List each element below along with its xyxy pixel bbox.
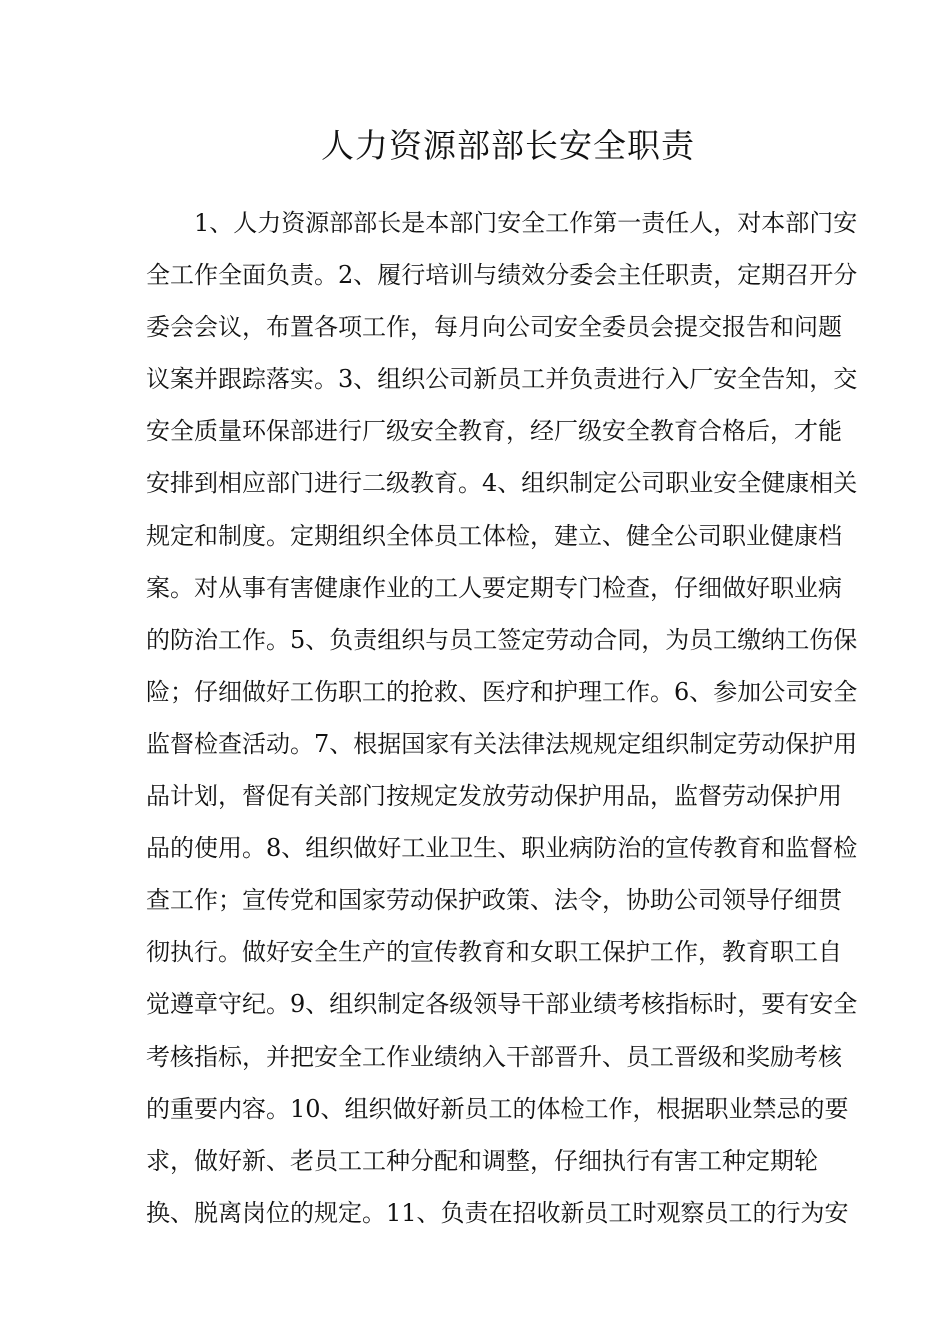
body-line: 品计划，督促有关部门按规定发放劳动保护用品，监督劳动保护用 bbox=[146, 782, 842, 811]
body-line: 安全质量环保部进行厂级安全教育，经厂级安全教育合格后，才能 bbox=[146, 417, 842, 446]
body-line: 险；仔细做好工伤职工的抢救、医疗和护理工作。6、参加公司安全 bbox=[146, 677, 858, 706]
body-line: 委会会议，布置各项工作，每月向公司安全委员会提交报告和问题 bbox=[146, 313, 842, 342]
body-line: 安排到相应部门进行二级教育。4、组织制定公司职业安全健康相关 bbox=[146, 469, 858, 498]
body-line: 的重要内容。10、组织做好新员工的体检工作，根据职业禁忌的要 bbox=[146, 1094, 849, 1123]
body-line: 监督检查活动。7、根据国家有关法律法规规定组织制定劳动保护用 bbox=[146, 729, 858, 758]
document-title: 人力资源部部长安全职责 bbox=[321, 126, 695, 165]
body-line: 换、脱离岗位的规定。11、负责在招收新员工时观察员工的行为安 bbox=[146, 1198, 849, 1227]
body-line: 案。对从事有害健康作业的工人要定期专门检查，仔细做好职业病 bbox=[146, 573, 842, 602]
document-body bbox=[146, 197, 858, 1239]
body-line: 规定和制度。定期组织全体员工体检，建立、健全公司职业健康档 bbox=[146, 521, 842, 550]
body-line: 的防治工作。5、负责组织与员工签定劳动合同，为员工缴纳工伤保 bbox=[146, 625, 858, 654]
body-line: 求，做好新、老员工工种分配和调整，仔细执行有害工种定期轮 bbox=[146, 1146, 818, 1175]
body-line: 觉遵章守纪。9、组织制定各级领导干部业绩考核指标时，要有安全 bbox=[146, 990, 858, 1019]
body-line: 查工作；宣传党和国家劳动保护政策、法令，协助公司领导仔细贯 bbox=[146, 886, 842, 915]
body-line: 考核指标，并把安全工作业绩纳入干部晋升、员工晋级和奖励考核 bbox=[146, 1042, 842, 1071]
body-line: 1、人力资源部部长是本部门安全工作第一责任人，对本部门安 bbox=[146, 209, 858, 237]
body-line: 彻执行。做好安全生产的宣传教育和女职工保护工作，教育职工自 bbox=[146, 938, 842, 967]
body-line: 品的使用。8、组织做好工业卫生、职业病防治的宣传教育和监督检 bbox=[146, 834, 858, 863]
body-line: 全工作全面负责。2、履行培训与绩效分委会主任职责，定期召开分 bbox=[146, 261, 858, 290]
body-line: 议案并跟踪落实。3、组织公司新员工并负责进行入厂安全告知，交 bbox=[146, 365, 858, 394]
